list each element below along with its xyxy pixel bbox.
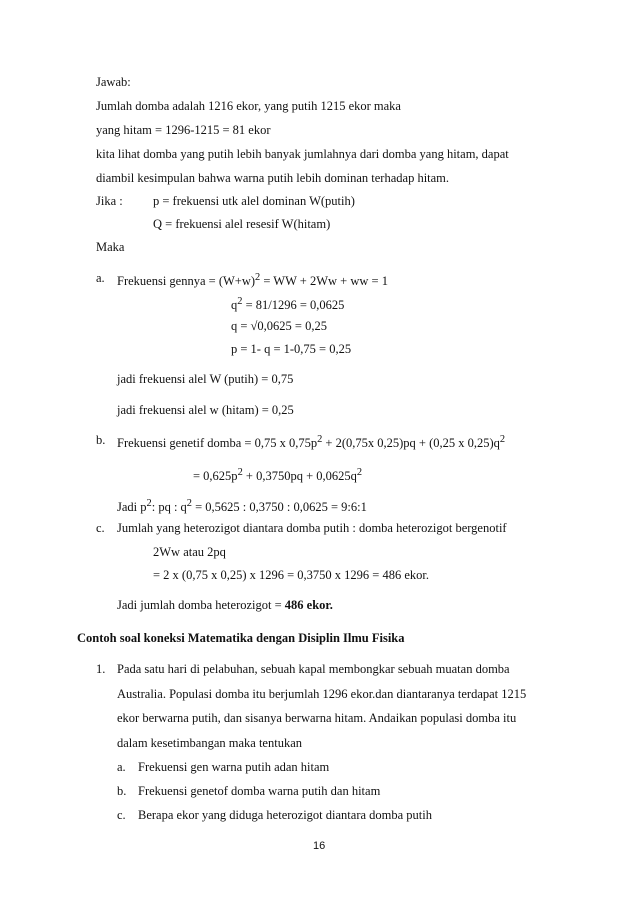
answer-line: yang hitam = 1296-1215 = 81 ekor [96, 123, 271, 137]
result-w-white: jadi frekuensi alel W (putih) = 0,75 [117, 372, 294, 386]
formula-q: q = √0,0625 = 0,25 [231, 319, 327, 333]
maka-label: Maka [96, 240, 125, 254]
subitem-label: a. [117, 760, 126, 774]
subitem-label: b. [117, 784, 127, 798]
problem-line: dalam kesetimbangan maka tentukan [117, 736, 303, 750]
result-w-black: jadi frekuensi alel w (hitam) = 0,25 [117, 403, 294, 417]
answer-line: Jumlah domba adalah 1216 ekor, yang putih 1215 ekor maka [96, 99, 401, 113]
answer-line: kita lihat domba yang putih lebih banyak jumlahnya dari domba yang hitam, dapat [96, 147, 509, 161]
section-title: Contoh soal koneksi Matematika dengan Disiplin Ilmu Fisika [77, 631, 405, 645]
formula-genotype-result: = $0,625p^2 + 0,3750pq + 0,0625q^2$ [193, 467, 363, 484]
problem-line: Pada satu hari di pelabuhan, sebuah kapal membongkar sebuah muatan domba [117, 662, 510, 676]
item-label-b: b. [96, 433, 106, 447]
formula-gene-frequency: Frekuensi gennya = $(W+w)^2$ = WW + 2Ww + ww = 1 [117, 272, 388, 289]
definition-p: p = frekuensi utk alel dominan W(putih) [153, 194, 355, 208]
subitem-text: Frekuensi genetof domba warna putih dan hitam [138, 784, 381, 798]
page-number: 16 [313, 840, 326, 852]
heterozygote-formula: 2Ww atau 2pq [153, 545, 226, 559]
formula-q-squared: $q^2 = 81/1296 = 0,0625$ [231, 296, 345, 313]
definition-q: Q = frekuensi alel resesif W(hitam) [153, 217, 331, 231]
problem-line: Australia. Populasi domba itu berjumlah 1296 ekor.dan diantaranya terdapat 1215 [117, 687, 527, 701]
jika-label: Jika : [96, 194, 123, 208]
formula-genotype-frequency: Frekuensi genetif domba = 0,75 x $0,75p^2 + 2(0,75x$ 0,25)pq + (0,25 x $0,25)q^2$ [117, 434, 506, 451]
heterozygote-text: Jumlah yang heterozigot diantara domba putih : domba heterozigot bergenotif [117, 521, 507, 535]
subitem-text: Frekuensi gen warna putih adan hitam [138, 760, 330, 774]
heterozygote-result: Jadi jumlah domba heterozigot = 486 ekor. [117, 598, 333, 612]
item-label-c: c. [96, 521, 105, 535]
heterozygote-calc: = 2 x (0,75 x 0,25) x 1296 = 0,3750 x 1296 = 486 ekor. [153, 568, 429, 582]
subitem-text: Berapa ekor yang diduga heterozigot diantara domba putih [138, 808, 432, 822]
item-label-a: a. [96, 271, 105, 285]
formula-p: p = 1- q = 1-0,75 = 0,25 [231, 342, 352, 356]
subitem-label: c. [117, 808, 126, 822]
problem-line: ekor berwarna putih, dan sisanya berwarna hitam. Andaikan populasi domba itu [117, 711, 517, 725]
problem-number: 1. [96, 662, 106, 676]
ratio-result: Jadi $p^2$: pq : $q^2 = 0,5625$ : 0,3750 : 0,0625 = 9:6:1 [117, 498, 367, 515]
answer-heading: Jawab: [96, 75, 131, 89]
answer-line: diambil kesimpulan bahwa warna putih lebih dominan terhadap hitam. [96, 171, 450, 185]
